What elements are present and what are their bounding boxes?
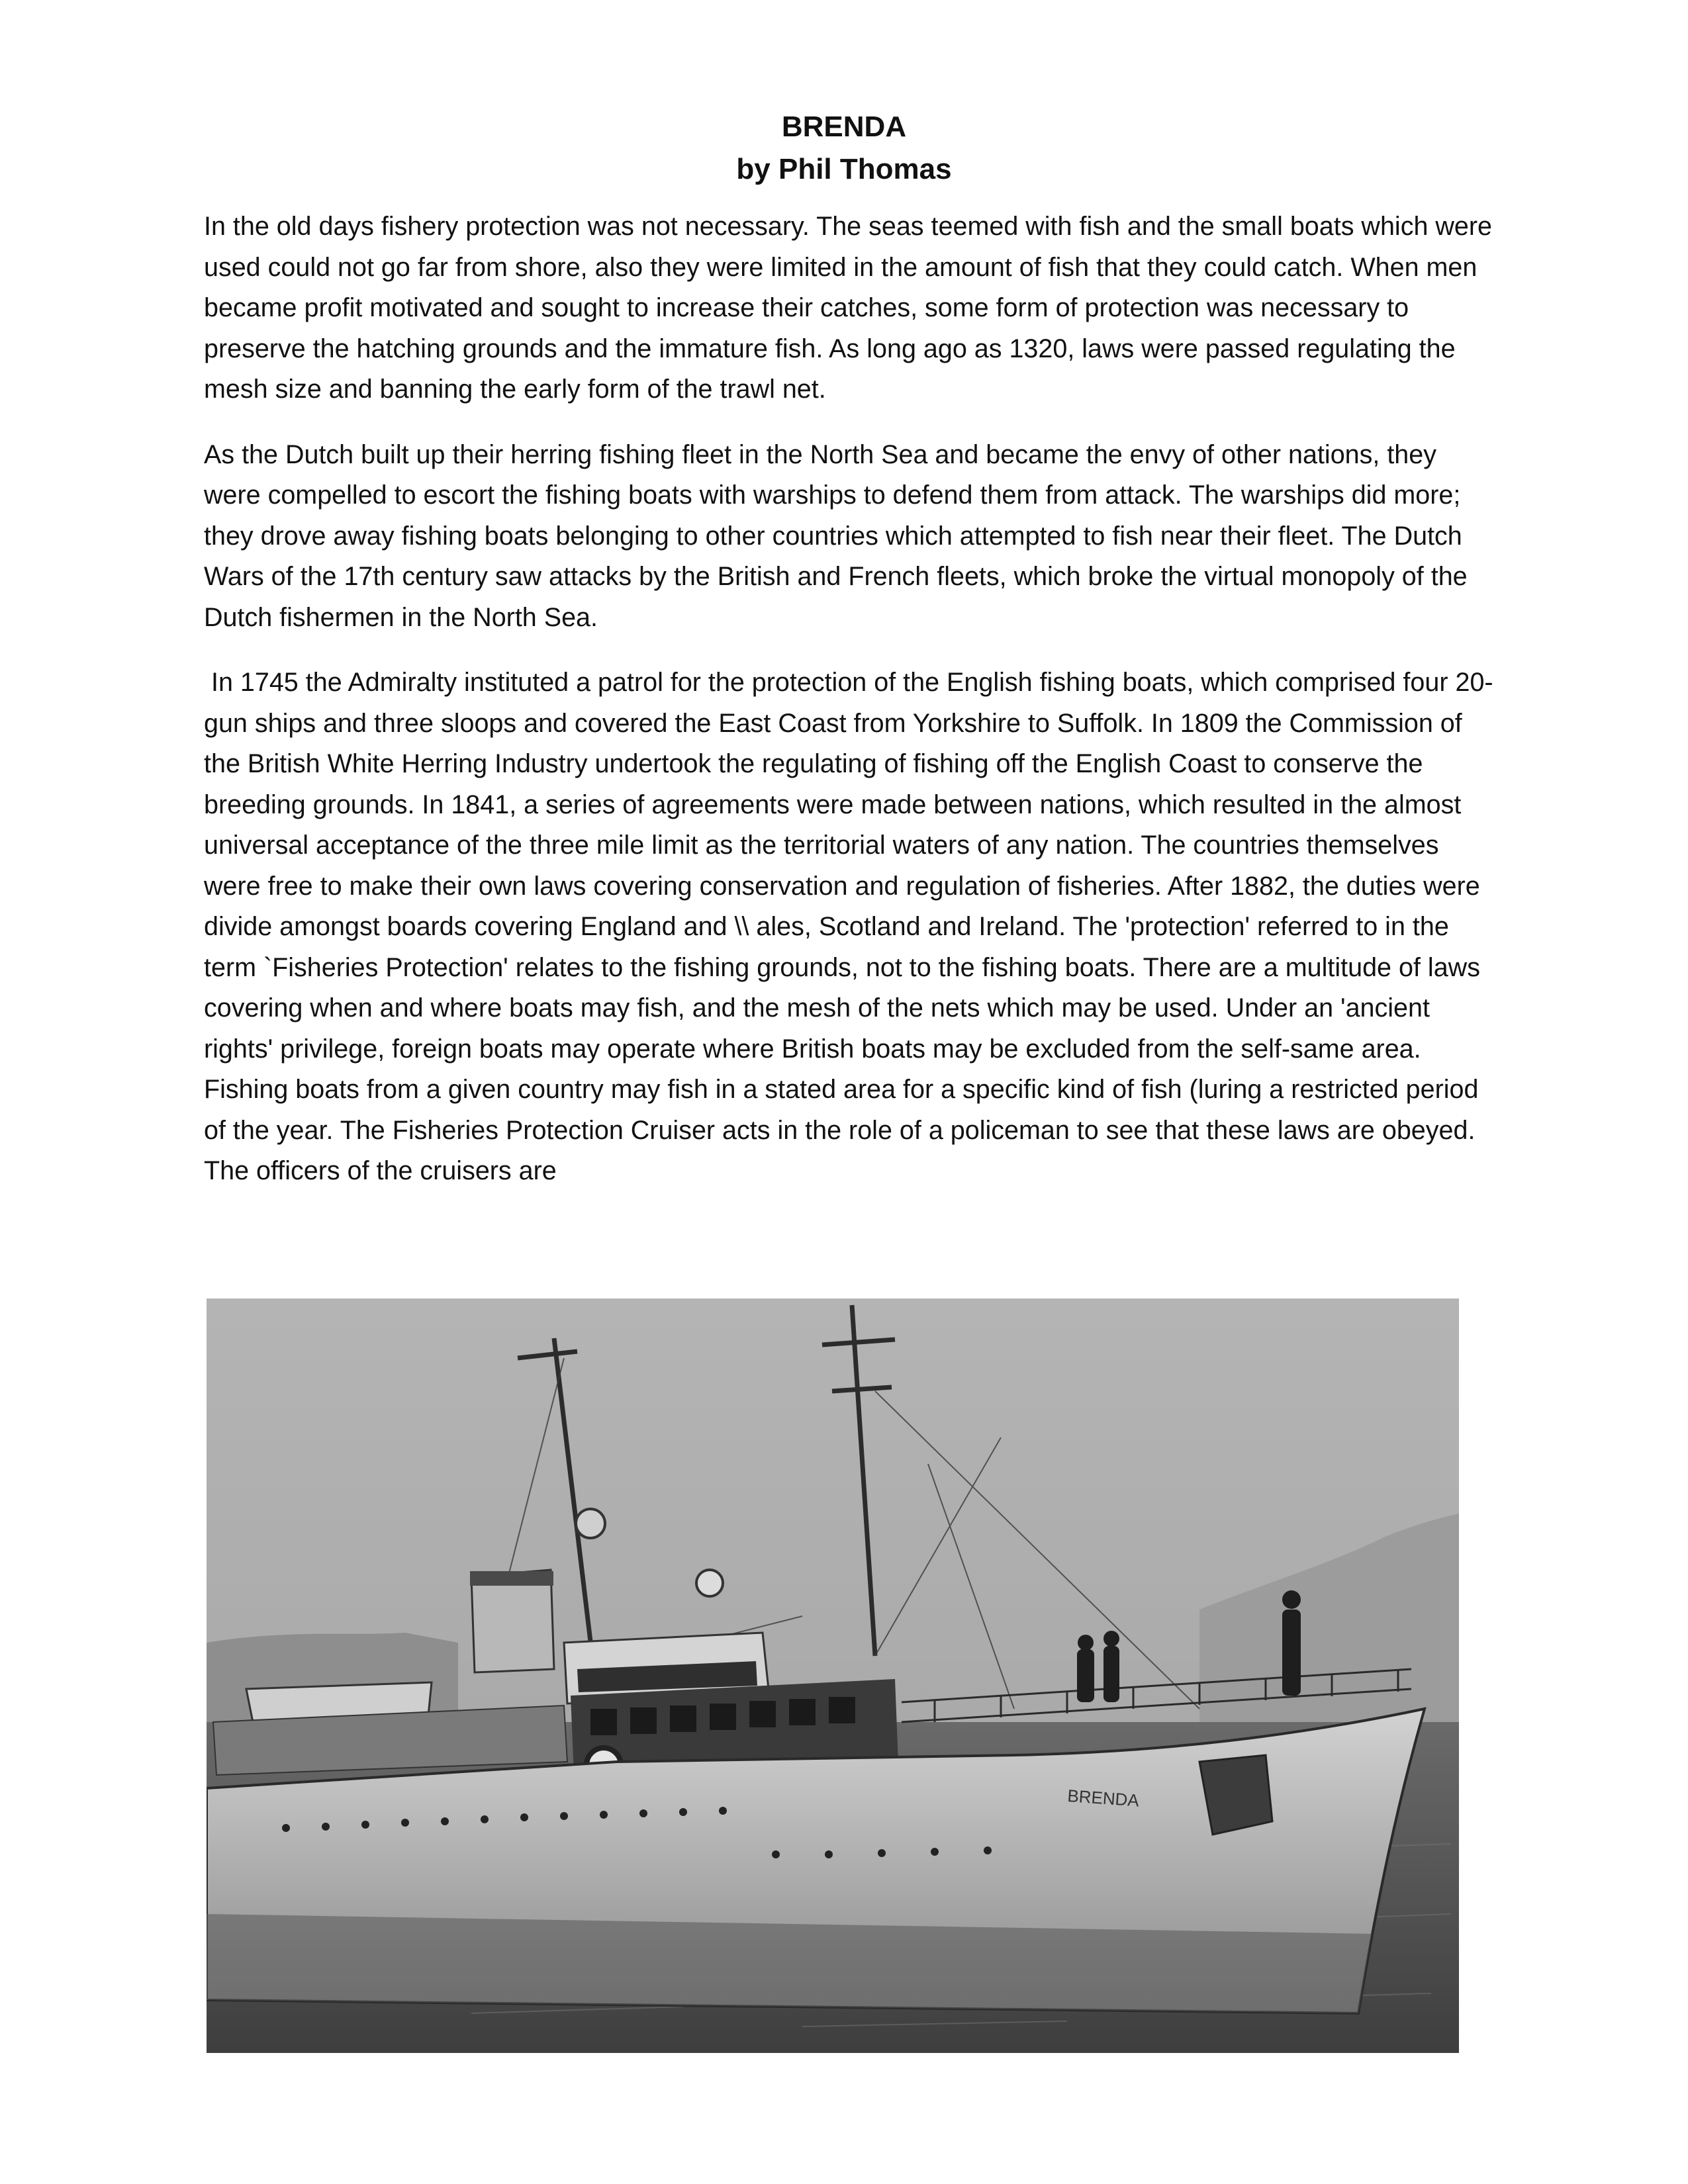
title-block	[0, 106, 1688, 191]
paragraph-3: In 1745 the Admiralty instituted a patrol for the protection of the English fishing boats, which comprised four 20-gun ships and three sloops and covered the East Coast from Yorkshire to Suffolk. In 1809 the Commission of the British White Herring Industry undertook the regulating of fishing off the English Coast to conserve the breeding grounds. In 1841, a series of agreements were made between nations, which resulted in the almost universal acceptance of the three mile limit as the territorial waters of any nation. The countries themselves were free to make their own laws covering conservation and regulation of fisheries. After 1882, the duties were divide amongst boards covering England and \\ ales, Scotland and Ireland. The 'protection' referred to in the term `Fisheries Protection' relates to the fishing grounds, not to the fishing boats. There are a multitude of laws covering when and where boats may fish, and the mesh of the nets which may be used. Under an 'ancient rights' privilege, foreign boats may operate where British boats may be excluded from the self-same area. Fishing boats from a given country may fish in a stated area for a specific kind of fish (luring a restricted period of the year. The Fisheries Protection Cruiser acts in the role of a policeman to see that these laws are obeyed. The officers of the cruisers are	[204, 668, 1493, 1185]
paragraph-1: In the old days fishery protection was not necessary. The seas teemed with fish and the small boats which were used could not go far from shore, also they were limited in the amount of fish that they could catch. When men became profit motivated and sought to increase their catches, some form of protection was necessary to preserve the hatching grounds and the immature fish. As long ago as 1320, laws were passed regulating the mesh size and banning the early form of the trawl net.	[204, 212, 1493, 404]
searchlight-mast	[576, 1509, 605, 1538]
paragraph-2: As the Dutch built up their herring fishing fleet in the North Sea and became the envy of other nations, they were compelled to escort the fishing boats with warships to defend them from attack. The warships did more; they drove away fishing boats belonging to other countries which attempted to fish near their fleet. The Dutch Wars of the 17th century saw attacks by the British and French fleets, which broke the virtual monopoly of the Dutch fishermen in the North Sea.	[204, 439, 1468, 632]
funnel-cap	[470, 1571, 553, 1586]
article-body	[204, 206, 1495, 1216]
ship-photograph	[207, 1298, 1459, 2053]
document-title: BRENDA	[781, 111, 907, 143]
document-byline: by Phil Thomas	[736, 153, 952, 185]
ship-photo-illustration	[207, 1298, 1459, 2053]
anchor-recess	[1199, 1755, 1272, 1835]
searchlight-forward	[696, 1570, 723, 1596]
hull-name-painted: BRENDA	[1066, 1786, 1140, 1811]
